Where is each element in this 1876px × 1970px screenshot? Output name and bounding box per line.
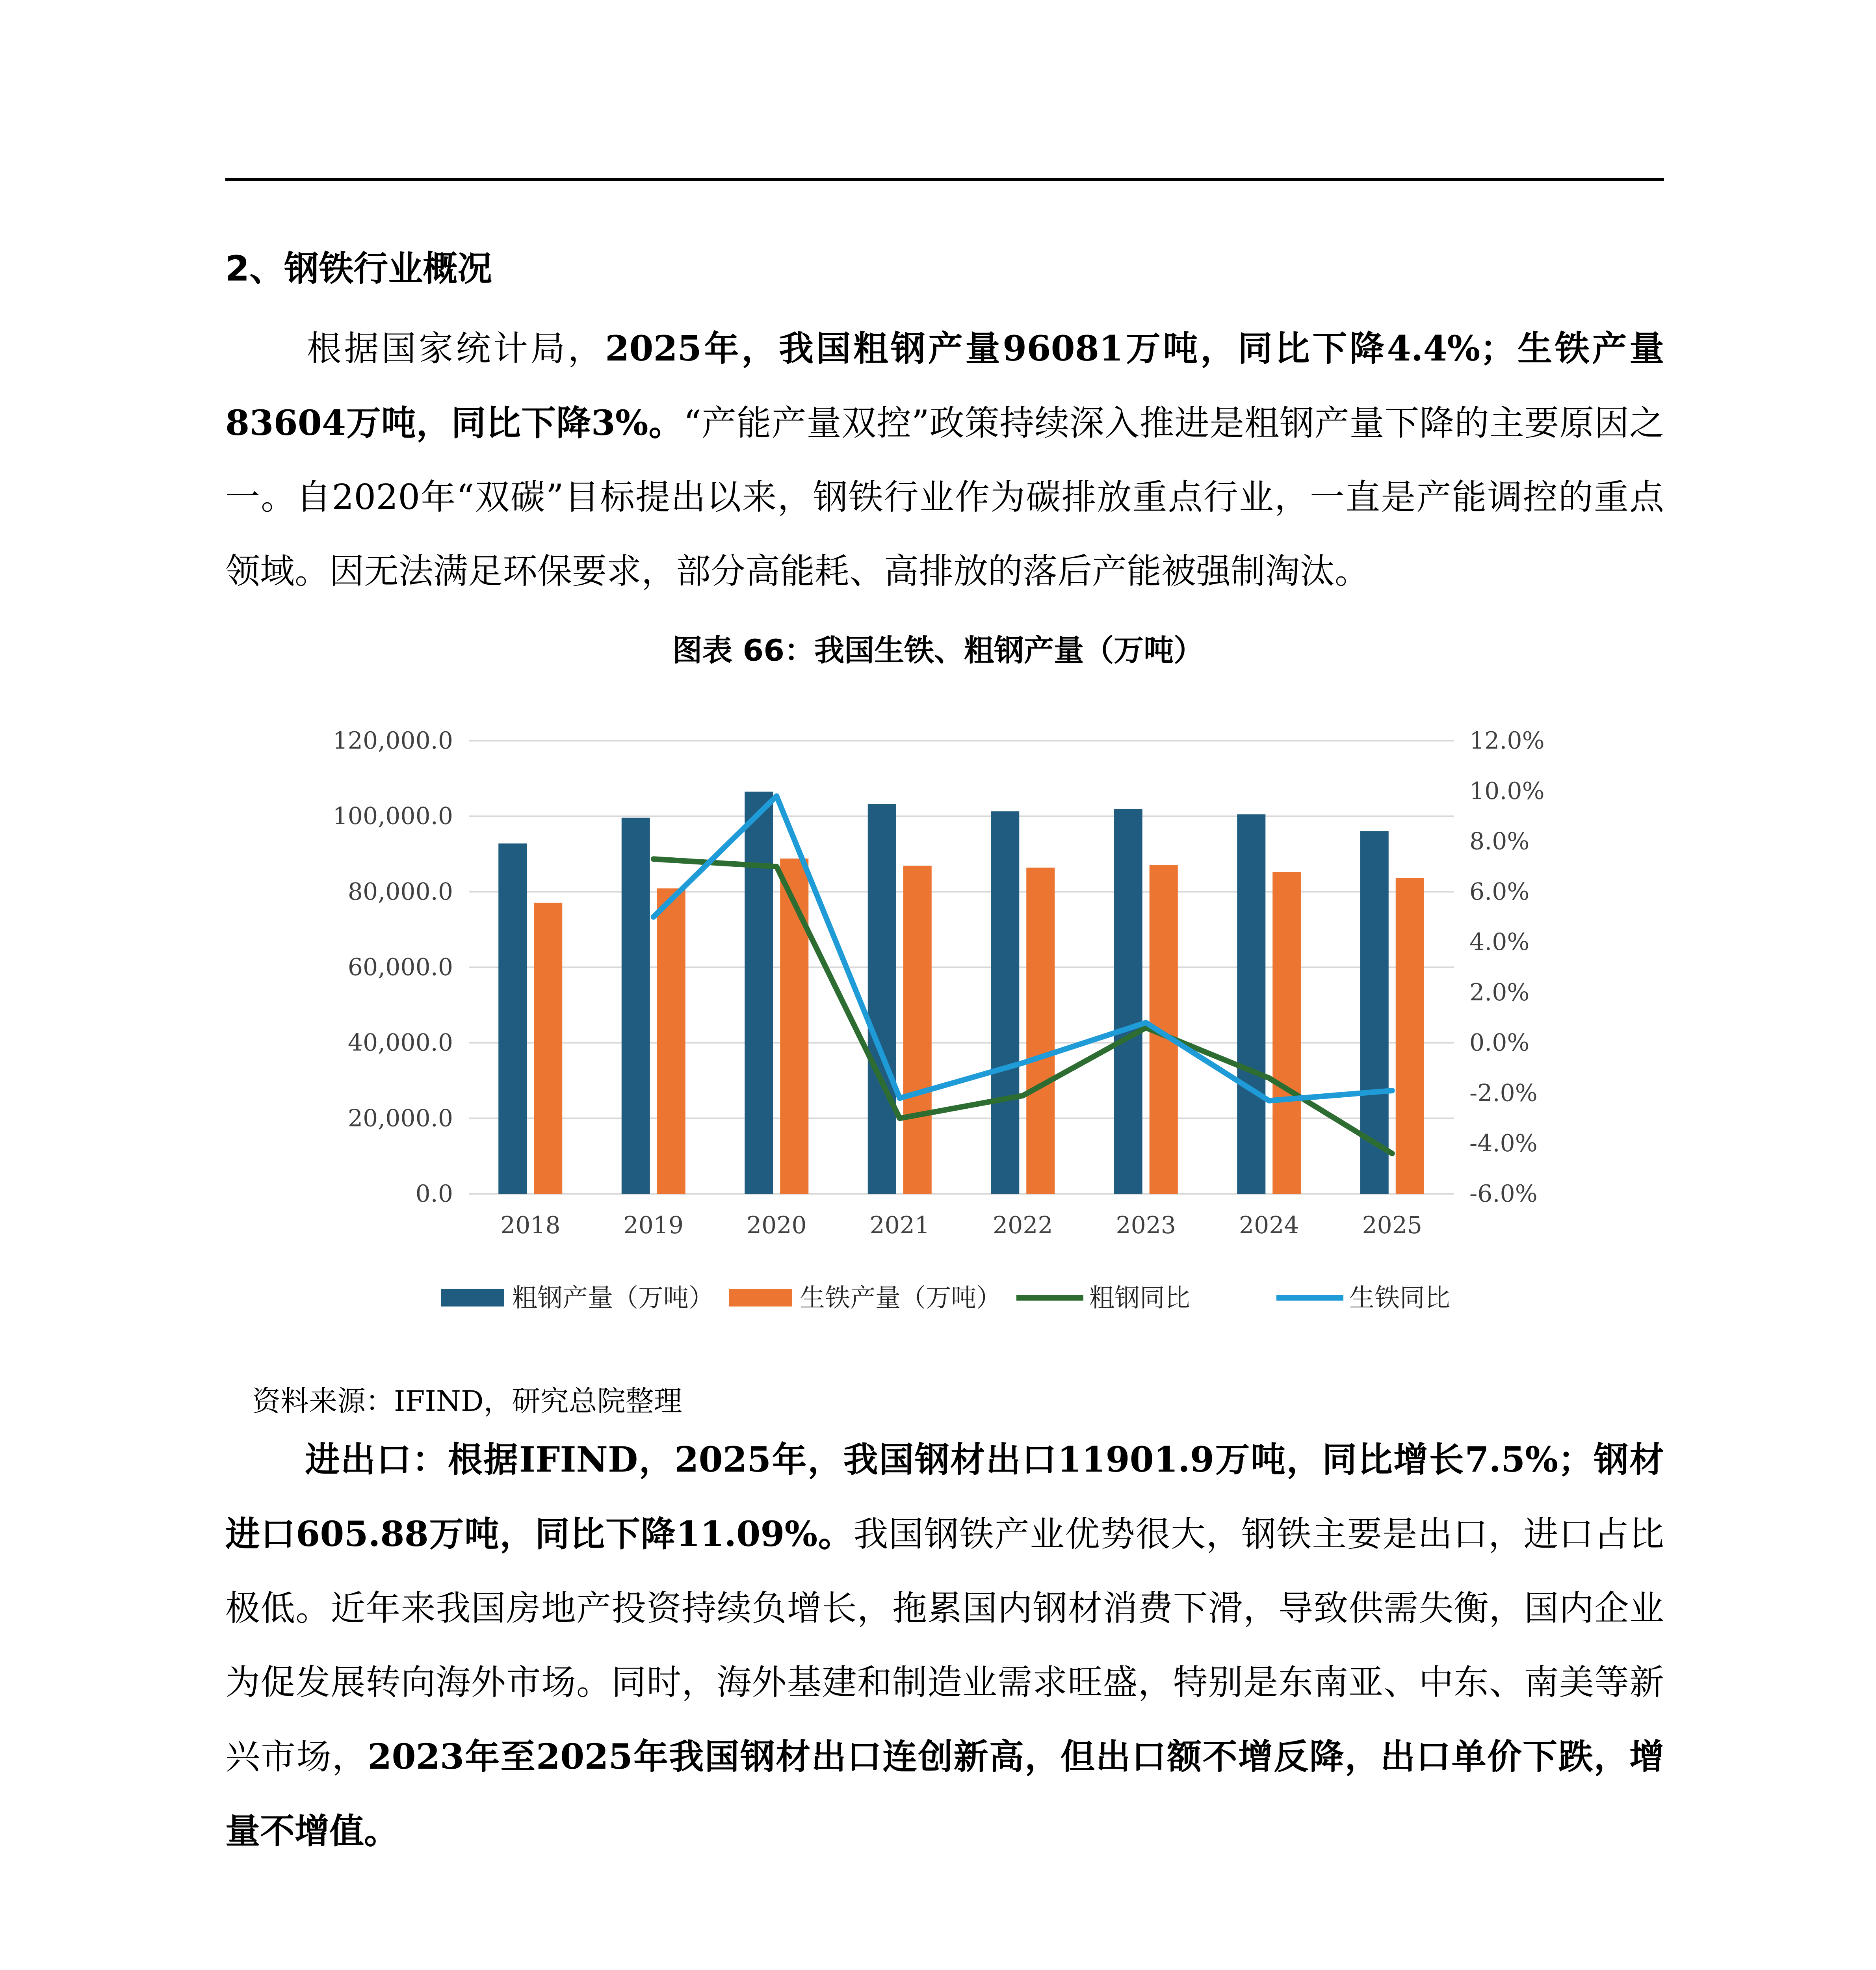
bar-crude-steel — [991, 811, 1019, 1194]
x-tick-label: 2019 — [623, 1212, 684, 1239]
para1-text-1: 根据国家统计局， — [304, 328, 606, 369]
chart-grid — [469, 741, 1454, 1194]
legend-swatch — [441, 1289, 504, 1307]
right-tick-label: 0.0% — [1469, 1029, 1530, 1057]
chart-bars — [498, 792, 1424, 1194]
bar-crude-steel — [1237, 814, 1265, 1194]
figure-caption: 图表 66：我国生铁、粗钢产量（万吨） — [672, 633, 1204, 668]
left-tick-label: 100,000.0 — [332, 802, 453, 830]
figure-source: 资料来源：IFIND，研究总院整理 — [252, 1385, 682, 1418]
left-tick-label: 80,000.0 — [347, 878, 453, 906]
left-tick-label: 0.0 — [415, 1180, 453, 1208]
right-tick-label: 12.0% — [1469, 727, 1545, 755]
x-tick-label: 2022 — [992, 1212, 1053, 1239]
para1-text-2: “产能产量双控”政策持续深入推进是粗钢产量下降的主要原因之一。自2020年“双碳”目标提出以来，钢铁行业作为碳排放重点行业，一直是产能调控的重点领域。因无法满足环保要求，部分高能耗、高排放的落后产能被强制淘汰。 — [225, 403, 1664, 591]
right-tick-label: 4.0% — [1469, 928, 1530, 956]
bar-crude-steel — [745, 792, 773, 1194]
para2-text-1: 我国钢铁产业优势很大，钢铁主要是出口，进口占比极低。近年来我国房地产投资持续负增长，拖累国内钢材消费下滑，导致供需失衡，国内企业为促发展转向海外市场。同时，海外基建和制造业需求旺盛，特别是东南亚、中东、南美等新兴市场， — [225, 1514, 1664, 1777]
bar-pig-iron — [1272, 872, 1301, 1194]
legend-swatch — [729, 1289, 792, 1307]
paragraph-trade — [225, 1422, 1664, 1868]
x-tick-label: 2024 — [1239, 1212, 1299, 1239]
right-tick-label: -2.0% — [1469, 1079, 1538, 1107]
bar-crude-steel — [868, 804, 896, 1194]
bar-crude-steel — [1114, 809, 1142, 1194]
x-tick-label: 2021 — [869, 1212, 930, 1239]
right-axis — [1469, 727, 1545, 1208]
bar-pig-iron — [534, 903, 562, 1194]
left-tick-label: 60,000.0 — [347, 953, 453, 981]
header-rule — [225, 178, 1664, 181]
section-heading: 2、钢铁行业概况 — [225, 248, 492, 289]
para1-bold-1: 2025年，我国粗钢产量96081万吨，同比下降4.4%；生铁产量83604万吨，同比下降3%。 — [225, 328, 1664, 443]
left-tick-label: 20,000.0 — [347, 1104, 453, 1132]
legend-label: 粗钢同比 — [1089, 1284, 1190, 1313]
right-tick-label: -4.0% — [1469, 1130, 1538, 1158]
legend-label: 生铁产量（万吨） — [800, 1284, 1001, 1313]
right-tick-label: 6.0% — [1469, 878, 1530, 906]
bar-pig-iron — [657, 888, 685, 1194]
x-tick-label: 2018 — [500, 1212, 561, 1239]
bar-crude-steel — [622, 818, 650, 1194]
x-tick-label: 2025 — [1362, 1212, 1423, 1239]
right-tick-label: 8.0% — [1469, 827, 1530, 855]
x-tick-label: 2023 — [1116, 1212, 1176, 1239]
right-tick-label: 2.0% — [1469, 978, 1530, 1006]
legend-label: 生铁同比 — [1349, 1284, 1450, 1313]
legend-label: 粗钢产量（万吨） — [512, 1284, 714, 1313]
left-axis — [333, 727, 453, 1208]
left-tick-label: 120,000.0 — [332, 727, 453, 755]
left-tick-label: 40,000.0 — [347, 1029, 453, 1057]
para2-bold-2: 2023年至2025年我国钢材出口连创新高，但出口额不增反降，出口单价下跌，增量不增值。 — [225, 1736, 1664, 1851]
right-tick-label: -6.0% — [1469, 1180, 1538, 1208]
steel-iron-chart — [276, 701, 1615, 1371]
paragraph-production — [225, 311, 1664, 608]
bar-crude-steel — [498, 844, 527, 1194]
chart-legend — [441, 1284, 1450, 1313]
right-tick-label: 10.0% — [1469, 777, 1545, 805]
x-axis — [500, 1212, 1422, 1239]
x-tick-label: 2020 — [746, 1212, 807, 1239]
bar-pig-iron — [903, 866, 932, 1194]
bar-pig-iron — [1396, 878, 1424, 1194]
bar-pig-iron — [1026, 868, 1055, 1194]
para2-bold-1: 进出口：根据IFIND，2025年，我国钢材出口11901.9万吨，同比增长7.5%；钢材进口605.88万吨，同比下降11.09%。 — [225, 1439, 1664, 1554]
